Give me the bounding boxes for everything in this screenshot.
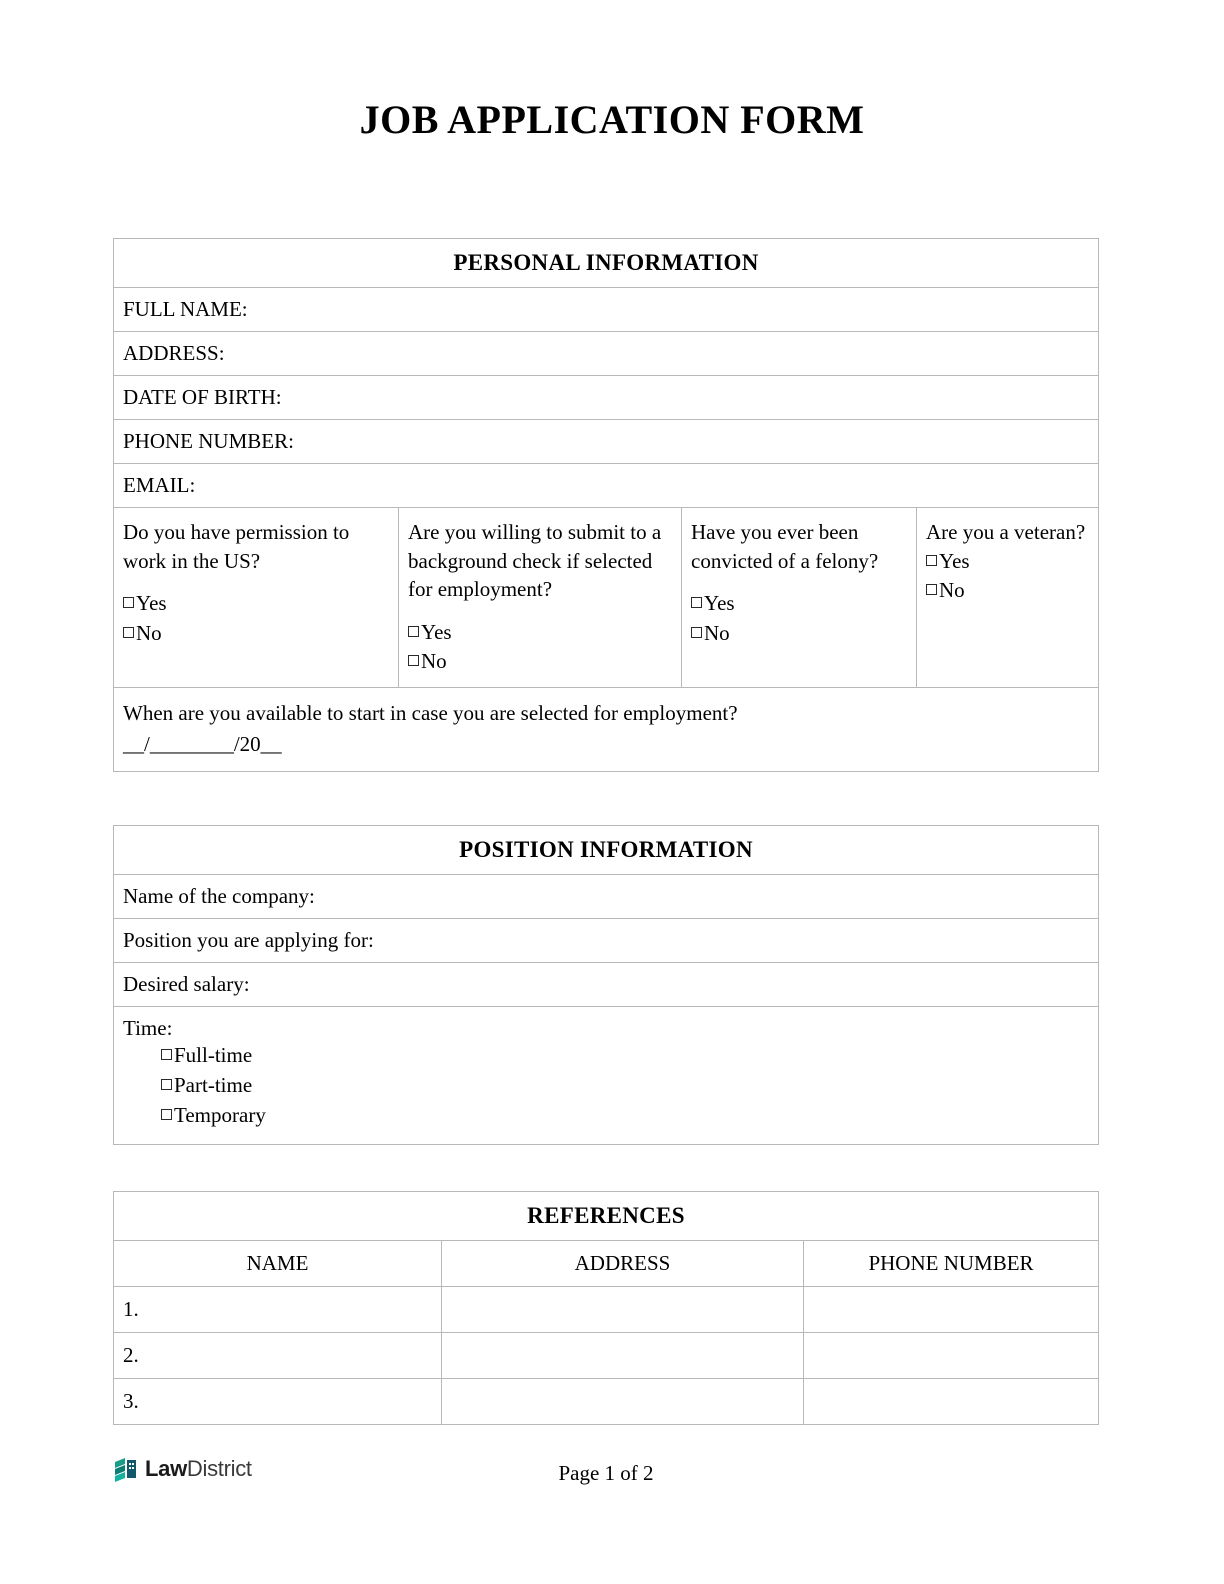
references-section xyxy=(113,1191,1099,1425)
reference-address-3[interactable] xyxy=(442,1379,804,1424)
field-company-name[interactable]: Name of the company: xyxy=(114,875,1098,919)
question-felony xyxy=(682,508,917,687)
field-desired-salary[interactable]: Desired salary: xyxy=(114,963,1098,1007)
eligibility-questions xyxy=(114,508,1098,688)
checkbox-icon[interactable] xyxy=(123,627,134,638)
table-row xyxy=(114,1379,1098,1424)
question-veteran-text: Are you a veteran? xyxy=(926,520,1086,544)
question-felony-text: Have you ever been convicted of a felony? xyxy=(691,520,879,573)
reference-phone-2[interactable] xyxy=(804,1333,1098,1378)
field-position-applying-for[interactable]: Position you are applying for: xyxy=(114,919,1098,963)
time-options xyxy=(123,1041,1098,1130)
checkbox-icon[interactable] xyxy=(161,1049,172,1060)
question-work-permission xyxy=(114,508,399,687)
reference-phone-3[interactable] xyxy=(804,1379,1098,1424)
checkbox-temporary[interactable]: Temporary xyxy=(161,1101,1098,1131)
checkbox-icon[interactable] xyxy=(408,626,419,637)
column-header-phone-number: PHONE NUMBER xyxy=(868,1251,1034,1275)
page-number: Page 1 of 2 xyxy=(558,1461,654,1485)
field-phone-number[interactable]: PHONE NUMBER: xyxy=(114,420,1098,464)
field-email[interactable]: EMAIL: xyxy=(114,464,1098,508)
reference-address-1[interactable] xyxy=(442,1287,804,1332)
checkbox-background-check-yes[interactable]: Yes xyxy=(408,618,672,648)
reference-name-2[interactable]: 2. xyxy=(114,1333,442,1378)
lawdistrict-logo-text: LawDistrict xyxy=(145,1456,252,1481)
table-row xyxy=(114,1287,1098,1333)
checkbox-icon[interactable] xyxy=(408,655,419,666)
reference-name-1[interactable]: 1. xyxy=(114,1287,442,1332)
checkbox-icon[interactable] xyxy=(161,1079,172,1090)
checkbox-veteran-yes[interactable]: Yes xyxy=(926,547,1089,577)
checkbox-icon[interactable] xyxy=(161,1109,172,1120)
reference-phone-1[interactable] xyxy=(804,1287,1098,1332)
field-address[interactable]: ADDRESS: xyxy=(114,332,1098,376)
position-information-section xyxy=(113,825,1099,1145)
table-row xyxy=(114,1333,1098,1379)
position-information-header: POSITION INFORMATION xyxy=(114,826,1098,875)
references-header: REFERENCES xyxy=(114,1192,1098,1241)
checkbox-icon[interactable] xyxy=(691,627,702,638)
references-column-headers xyxy=(114,1241,1098,1287)
column-header-name: NAME xyxy=(114,1241,442,1286)
availability-date-blank[interactable]: __/________/20__ xyxy=(123,731,282,756)
reference-name-3[interactable]: 3. xyxy=(114,1379,442,1424)
checkbox-work-permission-no[interactable]: No xyxy=(123,619,389,649)
checkbox-felony-yes[interactable]: Yes xyxy=(691,589,907,619)
question-background-check xyxy=(399,508,682,687)
checkbox-part-time[interactable]: Part-time xyxy=(161,1071,1098,1101)
checkbox-icon[interactable] xyxy=(926,555,937,566)
checkbox-icon[interactable] xyxy=(926,584,937,595)
time-label: Time: xyxy=(123,1016,173,1040)
checkbox-icon[interactable] xyxy=(691,597,702,608)
checkbox-veteran-no[interactable]: No xyxy=(926,576,1089,606)
checkbox-icon[interactable] xyxy=(123,597,134,608)
column-header-address: ADDRESS xyxy=(442,1241,804,1286)
field-full-name[interactable]: FULL NAME: xyxy=(114,288,1098,332)
time-block xyxy=(114,1007,1098,1144)
availability-block xyxy=(114,688,1098,771)
page-footer xyxy=(113,1456,1099,1496)
personal-information-section xyxy=(113,238,1099,772)
checkbox-felony-no[interactable]: No xyxy=(691,619,907,649)
question-veteran xyxy=(917,508,1098,687)
question-background-check-text: Are you willing to submit to a background check if selected for employment? xyxy=(408,520,662,602)
personal-information-header: PERSONAL INFORMATION xyxy=(114,239,1098,288)
reference-address-2[interactable] xyxy=(442,1333,804,1378)
page-title: JOB APPLICATION FORM xyxy=(359,97,865,142)
checkbox-work-permission-yes[interactable]: Yes xyxy=(123,589,389,619)
availability-question: When are you available to start in case you are selected for employment? xyxy=(123,701,738,726)
checkbox-background-check-no[interactable]: No xyxy=(408,647,672,677)
field-date-of-birth[interactable]: DATE OF BIRTH: xyxy=(114,376,1098,420)
checkbox-full-time[interactable]: Full-time xyxy=(161,1041,1098,1071)
question-work-permission-text: Do you have permission to work in the US? xyxy=(123,520,350,573)
